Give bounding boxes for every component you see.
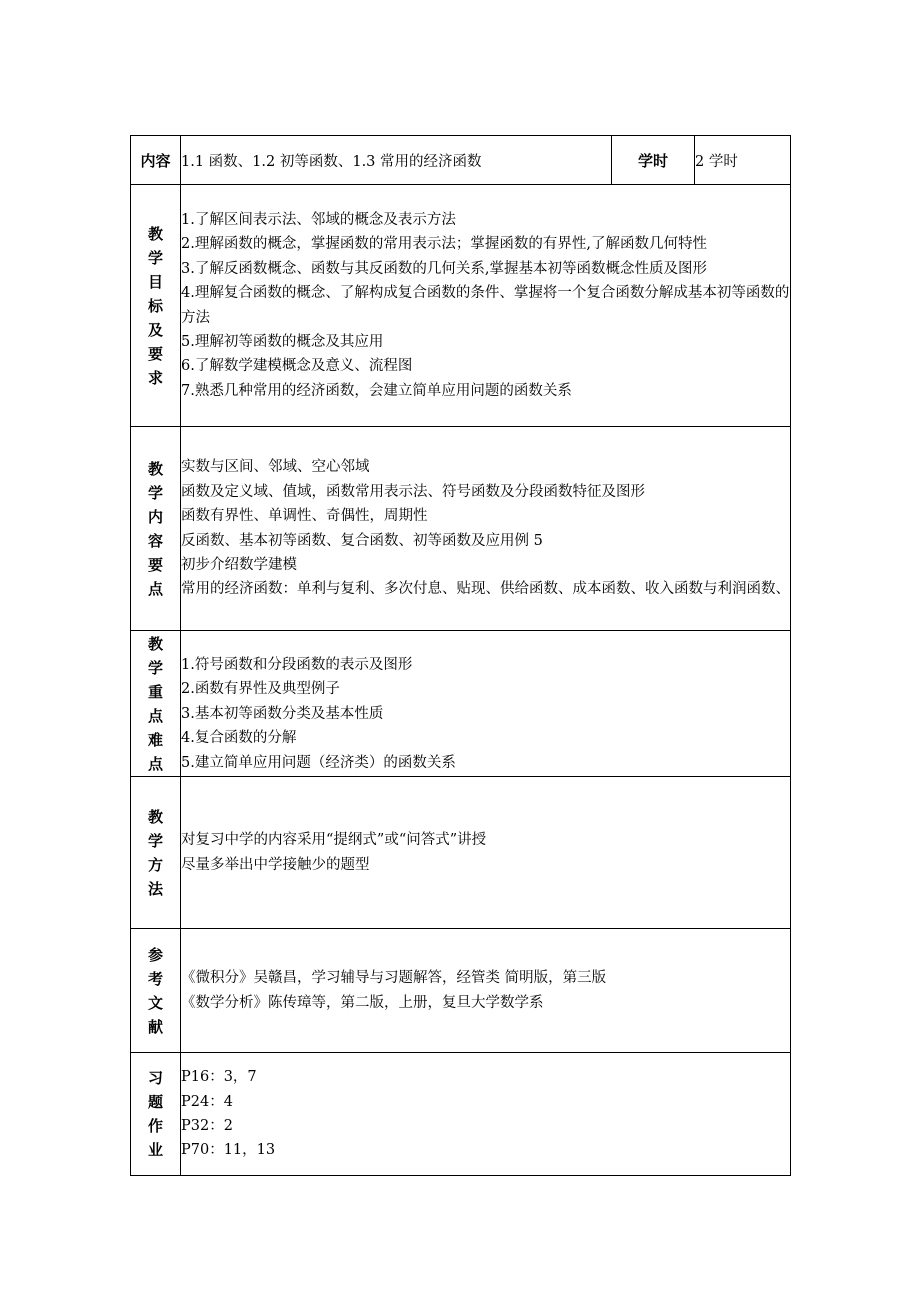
objective-item: 1.了解区间表示法、邻域的概念及表示方法 bbox=[181, 211, 456, 228]
hours-label: 学时 bbox=[612, 136, 695, 185]
difficulty-item: 3.基本初等函数分类及基本性质 bbox=[181, 705, 384, 722]
homework-item: P32：2 bbox=[181, 1118, 233, 1134]
key-point-item: 常用的经济函数：单利与复利、多次付息、贴现、供给函数、成本函数、收入函数与利润函数、 bbox=[181, 581, 790, 598]
key-points-row bbox=[131, 427, 791, 631]
objective-item: 7.熟悉几种常用的经济函数，会建立简单应用问题的函数关系 bbox=[181, 382, 572, 399]
homework-label: 习 题 作 业 bbox=[131, 1053, 181, 1176]
methods-label: 教 学 方 法 bbox=[131, 777, 181, 929]
difficulty-item: 5.建立简单应用问题（经济类）的函数关系 bbox=[181, 754, 456, 771]
reference-item: 《微积分》吴赣昌，学习辅导与习题解答，经管类 简明版，第三版 bbox=[181, 970, 607, 987]
homework-item: P70：11，13 bbox=[181, 1142, 276, 1159]
content-label: 内容 bbox=[131, 136, 181, 185]
hours-value: 2 学时 bbox=[695, 136, 791, 185]
objective-item: 5.理解初等函数的概念及其应用 bbox=[181, 333, 384, 350]
homework-content bbox=[181, 1053, 791, 1176]
difficulty-item: 4.复合函数的分解 bbox=[181, 730, 297, 747]
difficulties-row bbox=[131, 631, 791, 777]
references-label: 参 考 文 献 bbox=[131, 929, 181, 1053]
lesson-title: 1.1 函数、1.2 初等函数、1.3 常用的经济函数 bbox=[181, 136, 612, 185]
homework-row bbox=[131, 1053, 791, 1176]
key-points-label: 教 学 内 容 要 点 bbox=[131, 427, 181, 631]
key-point-item: 实数与区间、邻域、空心邻域 bbox=[181, 459, 370, 476]
objectives-label: 教 学 目 标 及 要 求 bbox=[131, 185, 181, 427]
difficulties-content bbox=[181, 631, 791, 777]
key-point-item: 函数有界性、单调性、奇偶性，周期性 bbox=[181, 508, 428, 525]
method-item: 尽量多举出中学接触少的题型 bbox=[181, 856, 370, 873]
key-point-item: 初步介绍数学建模 bbox=[181, 556, 297, 573]
references-row bbox=[131, 929, 791, 1053]
references-content bbox=[181, 929, 791, 1053]
key-points-content bbox=[181, 427, 791, 631]
difficulties-label: 教 学 重 点 难 点 bbox=[131, 631, 181, 777]
objective-item: 3.了解反函数概念、函数与其反函数的几何关系,掌握基本初等函数概念性质及图形 bbox=[181, 260, 707, 277]
objective-item: 6.了解数学建模概念及意义、流程图 bbox=[181, 358, 413, 375]
method-item: 对复习中学的内容采用“提纲式”或“问答式”讲授 bbox=[181, 832, 487, 849]
homework-item: P24：4 bbox=[181, 1093, 233, 1110]
difficulty-item: 2.函数有界性及典型例子 bbox=[181, 681, 340, 698]
lesson-plan-table bbox=[130, 135, 791, 1176]
key-point-item: 反函数、基本初等函数、复合函数、初等函数及应用例 5 bbox=[181, 532, 543, 549]
objective-item: 2.理解函数的概念，掌握函数的常用表示法；掌握函数的有界性,了解函数几何特性 bbox=[181, 236, 707, 253]
objectives-row bbox=[131, 185, 791, 427]
homework-item: P16：3，7 bbox=[181, 1069, 257, 1086]
difficulty-item: 1.符号函数和分段函数的表示及图形 bbox=[181, 656, 413, 673]
reference-item: 《数学分析》陈传璋等，第二版，上册，复旦大学数学系 bbox=[181, 994, 544, 1011]
header-row bbox=[131, 136, 791, 185]
methods-content bbox=[181, 777, 791, 929]
key-point-item: 函数及定义域、值域，函数常用表示法、符号函数及分段函数特征及图形 bbox=[181, 483, 645, 500]
objectives-content bbox=[181, 185, 791, 427]
objective-item: 4.理解复合函数的概念、了解构成复合函数的条件、掌握将一个复合函数分解成基本初等函数的方法 bbox=[181, 285, 790, 326]
methods-row bbox=[131, 777, 791, 929]
